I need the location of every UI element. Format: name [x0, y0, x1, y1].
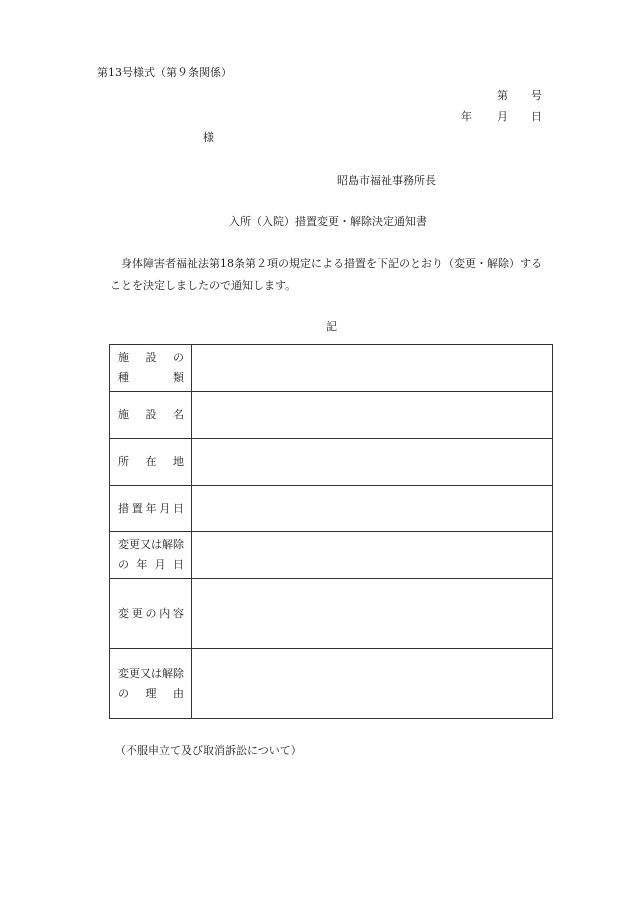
issuer: 昭島市福祉事務所長	[337, 174, 436, 187]
label-char: 施	[118, 408, 129, 421]
row-label	[110, 486, 192, 532]
label-char: 容	[173, 606, 184, 620]
label-char: 年	[145, 501, 157, 515]
date-year: 年	[461, 110, 472, 123]
doc-number-gou: 号	[531, 89, 542, 102]
table-row	[110, 649, 553, 719]
label-char: の	[145, 606, 157, 620]
label-char: 更	[129, 538, 140, 551]
row-label	[110, 649, 192, 719]
label-char: 設	[145, 351, 157, 364]
label-char: 施	[118, 351, 129, 364]
label-line	[110, 348, 191, 368]
table-row	[110, 439, 553, 486]
label-char: 理	[145, 686, 157, 700]
label-line	[110, 535, 191, 555]
label-char: の	[173, 351, 184, 364]
label-char: 更	[131, 606, 143, 620]
row-value	[192, 486, 553, 532]
addressee-suffix: 様	[203, 131, 214, 144]
label-char: 解	[162, 538, 173, 551]
table-row	[110, 486, 553, 532]
label-char: 変	[118, 666, 129, 680]
label-line	[110, 368, 191, 388]
label-char: 置	[131, 501, 143, 515]
label-line	[110, 684, 191, 704]
row-value	[192, 345, 553, 392]
body-line-1: 身体障害者福祉法第18条第２項の規定による措置を下記のとおり（変更・解除）する	[121, 257, 542, 270]
label-char: の	[118, 686, 129, 700]
row-value	[192, 649, 553, 719]
table-row	[110, 345, 553, 392]
row-label	[110, 532, 192, 579]
table-row	[110, 532, 553, 579]
label-line	[110, 452, 191, 472]
label-char: 類	[173, 371, 184, 384]
label-char: 種	[118, 371, 129, 384]
label-char: 除	[173, 538, 184, 551]
date-day: 日	[531, 110, 542, 123]
label-char: は	[151, 666, 162, 680]
label-char: 変	[118, 538, 129, 551]
document-title: 入所（入院）措置変更・解除決定通知書	[229, 215, 427, 228]
label-line	[110, 499, 191, 519]
label-char: 又	[140, 538, 151, 551]
label-char: 月	[154, 558, 166, 571]
table-row	[110, 579, 553, 649]
form-number: 第13号様式（第９条関係）	[97, 66, 232, 79]
label-char: 措	[118, 501, 129, 515]
label-char: 内	[159, 606, 171, 620]
row-value	[192, 439, 553, 486]
label-line	[110, 555, 191, 575]
label-char: 変	[118, 606, 129, 620]
details-table	[109, 344, 553, 719]
appeal-note: （不服申立て及び取消訴訟について）	[115, 744, 302, 757]
row-value	[192, 579, 553, 649]
label-char: 解	[162, 666, 173, 680]
row-label	[110, 345, 192, 392]
label-char: 由	[173, 686, 184, 700]
label-char: 又	[140, 666, 151, 680]
date-month: 月	[497, 110, 508, 123]
label-char: 地	[173, 455, 184, 468]
label-line	[110, 664, 191, 684]
row-label	[110, 579, 192, 649]
row-label	[110, 439, 192, 486]
label-char: 所	[118, 455, 129, 468]
body-paragraph	[110, 253, 570, 297]
label-char: 月	[159, 501, 171, 515]
label-line	[110, 604, 191, 624]
ki-heading: 記	[326, 320, 337, 333]
row-value	[192, 392, 553, 439]
label-char: の	[118, 558, 129, 571]
label-char: は	[151, 538, 162, 551]
doc-number-dai: 第	[497, 89, 508, 102]
label-char: 日	[172, 558, 184, 571]
label-line	[110, 405, 191, 425]
label-char: 更	[129, 666, 140, 680]
label-char: 除	[173, 666, 184, 680]
label-char: 日	[173, 501, 184, 515]
label-char: 設	[145, 408, 157, 421]
table-row	[110, 392, 553, 439]
body-line-2: ことを決定しましたので通知します。	[110, 279, 297, 292]
label-char: 名	[173, 408, 184, 421]
label-char: 在	[145, 455, 157, 468]
row-label	[110, 392, 192, 439]
label-char: 年	[136, 558, 148, 571]
row-value	[192, 532, 553, 579]
